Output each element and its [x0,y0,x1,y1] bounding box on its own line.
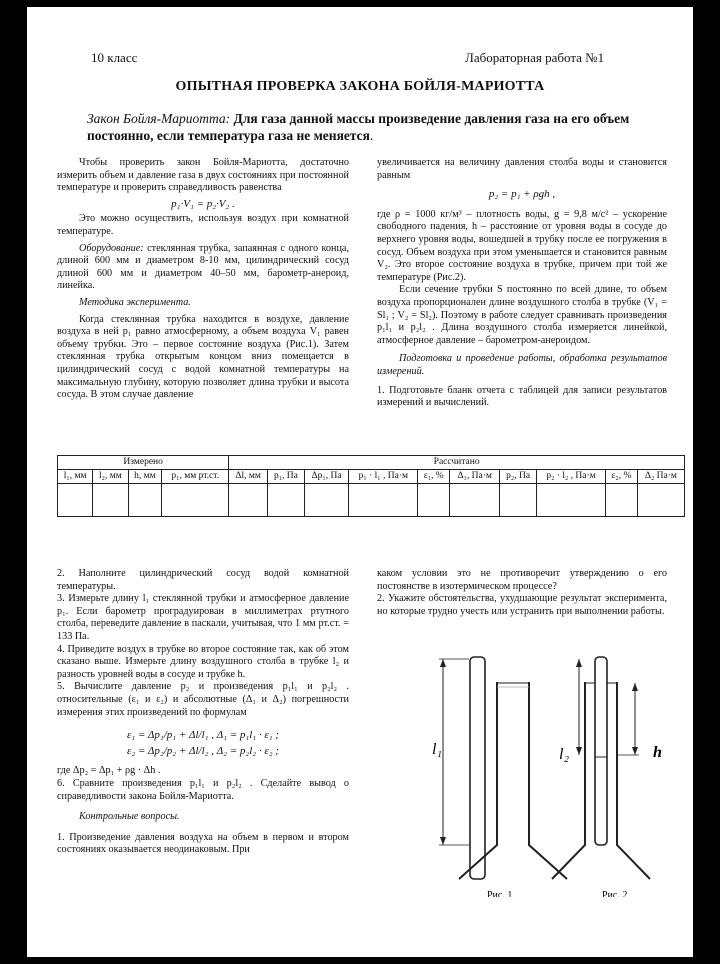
question-1: 1. Произведение давления воздуха на объем в первом и втором состояниях оказывается неодинаковым. При [57,831,349,856]
col-header: p₁ · l₁ , Па·м [349,470,418,484]
law-text: Для газа данной массы произведение давления газа на его объем постоянно, если температура газа не меняется [87,111,630,143]
col-header: l₁, мм [58,470,93,484]
col-header: Δp₁, Па [304,470,349,484]
method-heading: Методика эксперимента. [79,296,191,308]
table-cell [349,484,418,517]
prep-heading: Подготовка и проведение работы, обработка результатов измерений. [377,353,667,377]
right-column-top [377,157,667,410]
col-header: Δ₂ Па·м [637,470,684,484]
left-column-top [57,157,349,402]
where-paragraph: где ρ = 1000 кг/м³ – плотность воды, g = 9,8 м/с² – ускорение свободного падения, h – расстояние от уровня воды в сосуде до верхнего уровня воды, вошедшей в трубку после ее погружения в сосуд. Объем воздуха при этом уменьшается и становится равным V₂. Это второе состояние воздуха в трубке, причем при той же температуре (Рис.2). [377,208,667,283]
equipment-paragraph [57,243,349,293]
experiment-paragraph: Когда стеклянная трубка находится в воздухе, давление воздуха в ней p₁ равно атмосферному, а объем воздуха V₁ равен объему трубки. Это – первое состояние воздуха (Рис.1). Затем стеклянная трубка открытым концом вниз помещается в цилиндрический сосуд с водой комнатной температуры на максимальную глубину, которую позволяет длина трубки и высота сосуда. В этом случае давление [57,313,349,401]
col-header: p₁, мм рт.ст. [162,470,229,484]
vessel-1 [459,682,570,879]
table-cell [418,484,450,517]
table-cell [162,484,229,517]
caption-fig1: Рис. 1 [487,890,513,897]
right-column-bottom [377,568,667,618]
left-column-bottom [57,568,349,857]
page-title: ОПЫТНАЯ ПРОВЕРКА ЗАКОНА БОЙЛЯ-МАРИОТТА [175,79,545,94]
where-delta: где Δp₂ = Δp₁ + ρg · Δh . [57,765,161,777]
figure-1-vessel [459,682,570,879]
label-h: h [653,744,662,761]
step-6: 6. Сравните произведения p₁l₁ и p₂l₂ . Сделайте вывод о справедливости закона Бойля-Мариотта. [57,777,349,802]
method-note: Это можно осуществить, используя воздух при комнатной температуре. [57,213,349,237]
table-cell [606,484,638,517]
results-table [57,455,685,517]
col-header: h, мм [128,470,162,484]
law-statement [87,110,667,144]
figure-2 [552,657,650,879]
step-2: 2. Наполните цилиндрический сосуд водой комнатной температуры. [57,568,349,592]
equipment-label: Оборудование: [79,242,144,254]
equipment-text: стеклянная трубка, запаянная с одного конца, длиной 600 мм и диаметром 8-10 мм, цилиндрический сосуд длиной 600 мм и диаметром 40–50 мм, барометр-анероид, линейка. [57,242,349,292]
table-row [58,484,685,517]
group-measured: Измерено [58,456,229,470]
col-header: ε₂, % [606,470,638,484]
table-cell [637,484,684,517]
table-cell [500,484,537,517]
col-header: p₂ · l₂ , Па·м [536,470,605,484]
table-header-row [58,470,685,484]
table-cell [128,484,162,517]
col-header: Δl, мм [229,470,268,484]
col-header: p₂, Па [500,470,537,484]
figures-diagram [407,647,677,897]
step-5: 5. Вычислите давление p₂ и произведения p₁l₁ и p₂l₂ . относительные (ε₁ и ε₂) и абсолютные (Δ₁ и Δ₂) погрешности измерения этих произведений по формулам [57,681,349,718]
col-header: ε₁, % [418,470,450,484]
document-page [27,7,693,957]
step-1: 1. Подготовьте бланк отчета с таблицей для записи результатов измерений и вычислений. [377,384,667,409]
col-header: l₂, мм [93,470,128,484]
lab-number: Лабораторная работа №1 [465,50,605,65]
table-cell [268,484,305,517]
label-l1: l₁ [432,741,443,758]
question-1-cont: каком условии это не противоречит утверждению о его постоянстве в изотермическом процессе? [377,568,667,592]
group-calculated: Рассчитано [229,456,685,470]
table-cell [450,484,500,517]
col-header: Δ₁, Па·м [450,470,500,484]
caption-fig2: Рис. 2 [602,890,628,897]
table-group-row [58,456,685,470]
formula-eps2: ε₂ = Δp₂/p₂ + Δl/l₂ , Δ₂ = p₂l₂ · ε₂ ; [127,744,279,757]
label-l2: l₂ [559,746,570,763]
tube-1 [470,657,485,879]
section-paragraph: Если сечение трубки S постоянно по всей длине, то объем воздуха пропорционален длине воздушного столба в трубке (V₁ = Sl₁ ; V₂ = Sl₂). Поэтому в работе следует сравнивать произведения p₁l₁ и p₂l₂ . Длина воздушного столба измеряется линейкой, атмосферное давление – барометром-анероидом. [377,284,667,346]
formula-eps1: ε₁ = Δp₁/p₁ + Δl/l₁ , Δ₁ = p₁l₁ · ε₁ ; [127,729,279,742]
grade-label: 10 класс [91,50,138,65]
figure-1-tube [439,657,485,879]
table-cell [229,484,268,517]
table-cell [536,484,605,517]
control-heading: Контрольные вопросы. [79,811,180,823]
step-3: 3. Измерьте длину l₁ стеклянной трубки и атмосферное давление p₁. Если барометр проградуирован в миллиметрах ртутного столба, переведите давление в паскали, учитывая, что 1 мм рт.ст. = 133 Па. [57,593,349,642]
tube-2 [595,657,607,845]
step-4: 4. Приведите воздух в трубке во второе состояние так, как об этом сказано выше. Измерьте длину воздушного столба в трубке l₂ и разность уровней воды в сосуде и трубке h. [57,643,349,680]
col-header: p₁, Па [268,470,305,484]
formula-p2: p₂ = p₁ + ρgh , [488,188,556,201]
law-end: . [369,128,374,143]
pressure-paragraph: увеличивается на величину давления столба воды и становится равным [377,157,667,181]
law-name: Закон Бойля-Мариотта: [87,111,231,126]
formula-boyle: p₁·V₁ = p₂·V₂ . [171,197,235,210]
table-cell [93,484,128,517]
intro-paragraph: Чтобы проверить закон Бойля-Мариотта, достаточно измерить объем и давление газа в двух состояниях при постоянной температуре и проверить справедливость равенства [57,157,349,194]
table-cell [58,484,93,517]
table-cell [304,484,349,517]
question-2: 2. Укажите обстоятельства, ухудшающие результат эксперимента, но которые трудно учесть или устранить при выполнении работы. [377,593,667,617]
